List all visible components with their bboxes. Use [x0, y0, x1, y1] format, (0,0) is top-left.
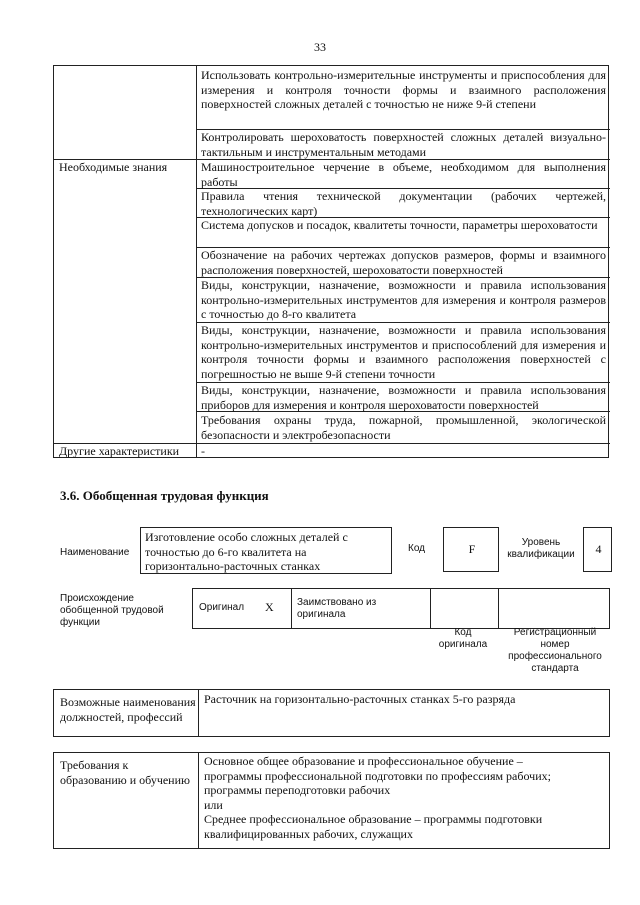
function-name: Изготовление особо сложных деталей с точностью до 6-го квалитета на горизонтально-расточных станках [145, 530, 348, 573]
origin-divider [498, 589, 499, 628]
positions-value: Расточник на горизонтально-расточных станках 5-го разряда [204, 692, 516, 706]
table-cell: Использовать контрольно-измерительные инструменты и приспособления для измерения и контроля точности формы и взаимного расположения поверхностей сложных деталей с точностью не ниже 9-й степени [201, 68, 606, 111]
origin-label: Происхождение обобщенной трудовой функции [60, 593, 164, 628]
origin-table [192, 588, 610, 629]
level-label: Уровень квалификации [507, 537, 575, 560]
education-text [204, 754, 604, 841]
table-cell: Виды, конструкции, назначение, возможности и правила использования приборов для измерения и контроля шероховатости поверхностей [201, 383, 606, 412]
table-cell: - [201, 444, 205, 458]
education-divider [198, 753, 199, 848]
table-cell: Виды, конструкции, назначение, возможности и правила использования контрольно-измерительных инструментов и приспособлений для измерения и контроля точности формы и взаимного расположения поверхностей с погрешностью не выше 9-й степени точности [201, 323, 606, 381]
education-line: Основное общее образование и профессиональное обучение – [204, 754, 523, 768]
level-box [583, 527, 612, 572]
code-box [443, 527, 499, 572]
original-mark: X [265, 600, 274, 614]
knowledge-table [53, 65, 609, 458]
table-cell: Требования охраны труда, пожарной, промышленной, экологической безопасности и электробезопасности [201, 413, 606, 442]
origin-divider [430, 589, 431, 628]
education-table [53, 752, 610, 849]
name-label: Наименование [60, 547, 130, 558]
education-line: или [204, 797, 223, 812]
table-row-label: Другие характеристики [59, 444, 180, 458]
positions-divider [198, 690, 199, 736]
code-caption: Код оригинала [438, 627, 488, 650]
education-line: Среднее профессиональное образование – программы подготовки [204, 812, 543, 826]
level-value: 4 [595, 542, 602, 556]
table-cell: Машиностроительное черчение в объеме, необходимом для выполнения работы [201, 160, 606, 189]
table-cell: Система допусков и посадок, квалитеты точности, параметры шероховатости [201, 218, 598, 232]
code-label: Код [408, 543, 426, 554]
table-cell: Обозначение на рабочих чертежах допусков размеров, формы и взаимного расположения поверхностей, шероховатости поверхностей [201, 248, 606, 277]
table-row-label: Необходимые знания [59, 160, 168, 174]
education-line: квалифицированных рабочих, служащих [204, 826, 413, 841]
table-cell: Правила чтения технической документации (рабочих чертежей, технологических карт) [201, 189, 606, 218]
origin-divider [291, 589, 292, 628]
positions-table [53, 689, 610, 737]
table-cell: Виды, конструкции, назначение, возможности и правила использования контрольно-измерительных инструментов для измерения и контроля размеров с точностью до 8-го квалитета [201, 278, 606, 321]
section-title: 3.6. Обобщенная трудовая функция [60, 488, 269, 503]
column-divider [196, 66, 197, 457]
positions-label: Возможные наименования должностей, профессий [60, 695, 196, 724]
borrowed-label: Заимствовано из оригинала [297, 597, 377, 620]
page-number: 33 [314, 40, 326, 54]
code-value: F [468, 542, 476, 556]
name-box [140, 527, 392, 574]
original-label: Оригинал [199, 602, 245, 613]
education-line: программы переподготовки рабочих [204, 783, 391, 797]
education-label: Требования к образованию и обучению [60, 758, 190, 787]
education-line: программы профессиональной подготовки по профессиям рабочих; [204, 768, 551, 783]
table-cell: Контролировать шероховатость поверхностей сложных деталей визуально-тактильным и инструментальным методами [201, 130, 606, 159]
reg-caption: Регистрационный номер профессионального стандарта [508, 627, 602, 674]
